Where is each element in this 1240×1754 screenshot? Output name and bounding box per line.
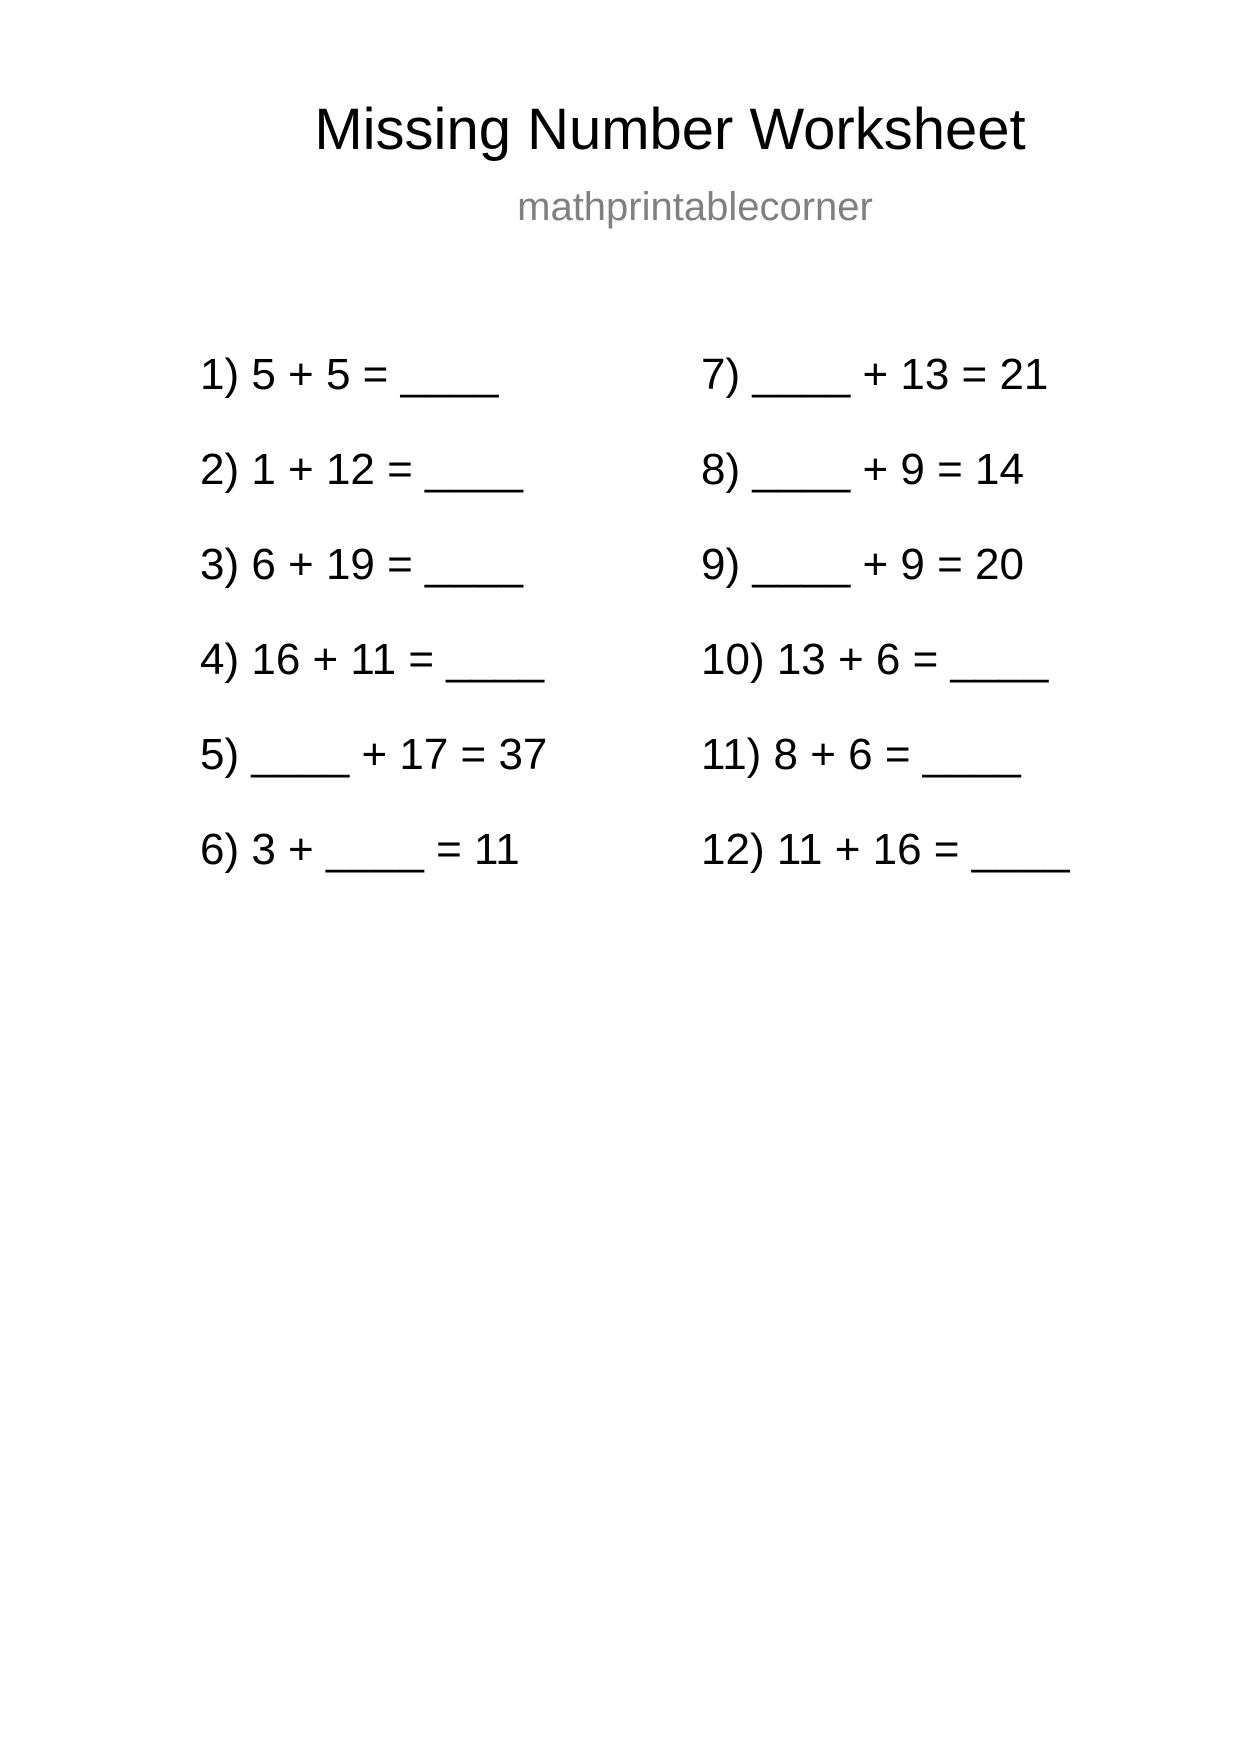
worksheet-subtitle: mathprintablecorner <box>517 185 873 229</box>
problem-1: 1) 5 + 5 = ____ <box>200 350 499 399</box>
problem-4: 4) 16 + 11 = ____ <box>200 635 545 684</box>
problem-3: 3) 6 + 19 = ____ <box>200 540 523 589</box>
problem-2: 2) 1 + 12 = ____ <box>200 445 523 494</box>
problem-7: 7) ____ + 13 = 21 <box>701 350 1049 399</box>
problem-10: 10) 13 + 6 = ____ <box>701 635 1049 684</box>
problem-9: 9) ____ + 9 = 20 <box>701 540 1024 589</box>
problem-6: 6) 3 + ____ = 11 <box>200 825 520 874</box>
worksheet-title: Missing Number Worksheet <box>314 97 1026 162</box>
problem-12: 12) 11 + 16 = ____ <box>701 825 1070 874</box>
problem-5: 5) ____ + 17 = 37 <box>200 730 548 779</box>
problem-11: 11) 8 + 6 = ____ <box>701 730 1021 779</box>
problem-8: 8) ____ + 9 = 14 <box>701 445 1024 494</box>
